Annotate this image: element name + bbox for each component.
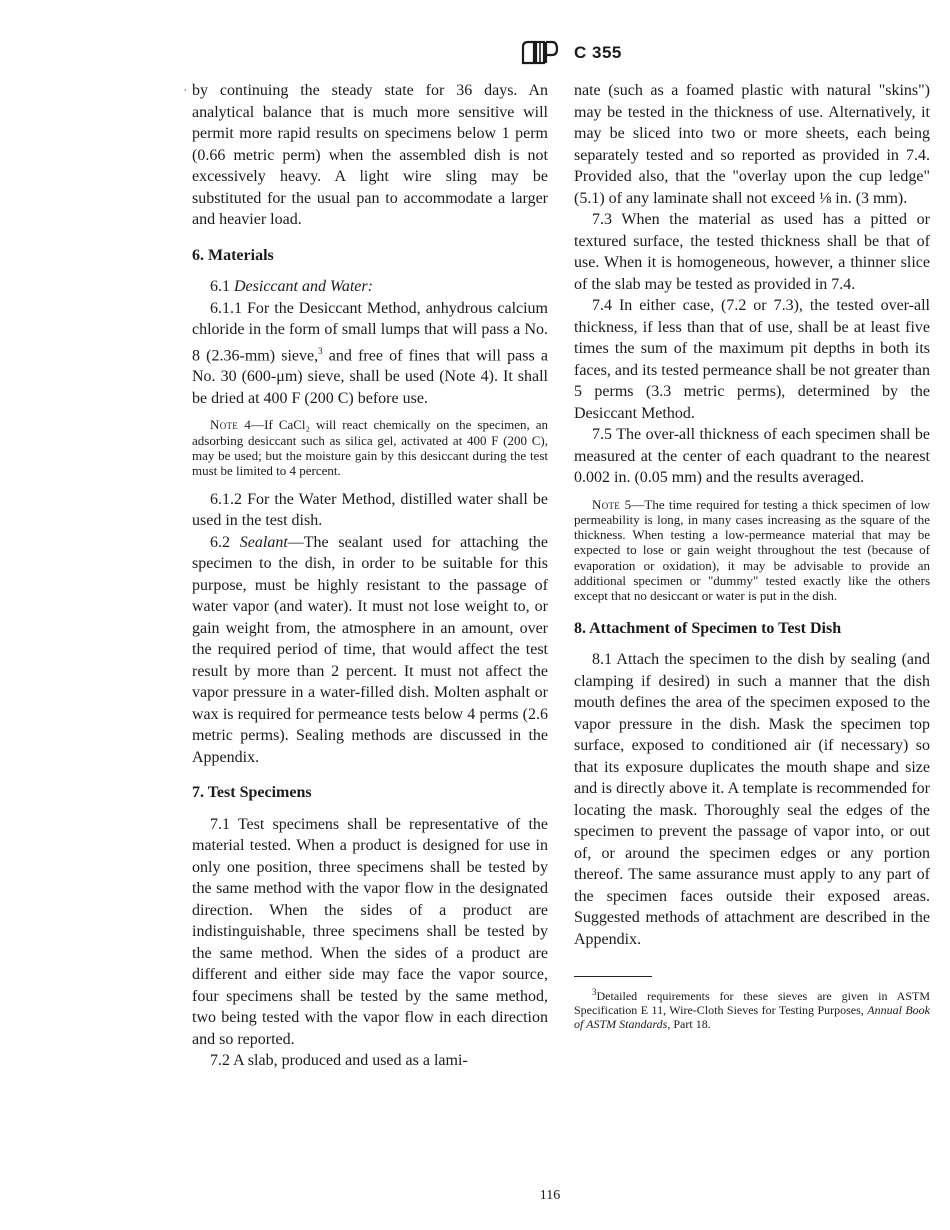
note-4: Note 4—If CaCl₂ will react chemically on the specimen, an adsorbing desiccant such as silica gel, activated at 400 F (200 C), may be used; but the moisture gain by this desiccant during the test must be limited to 4 percent. (192, 417, 548, 479)
page-number: 116 (539, 1188, 561, 1203)
paragraph-6-2: 6.2 Sealant—The sealant used for attaching the specimen to the dish, in order to be suitable for this purpose, must be highly resistant to the passage of water vapor (and water). It must not lose weight to, or gain weight from, the atmosphere in an amount, over the required period of time, that would affect the test result by more than 2 percent. It must not affect the vapor pressure in a water-filled dish. Molten asphalt or wax is required for permeance tests below 4 perms (2.6 metric perms). Sealing methods are discussed in the Appendix. (192, 533, 549, 766)
section-heading-attachment: 8. Attachment of Specimen to Test Dish (574, 619, 842, 637)
margin-mark: · (183, 84, 188, 99)
paragraph-8-1: 8.1 Attach the specimen to the dish by sealing (and clamping if desired) in such a manner that the dish mouth defines the area of the specimen exposed to the vapor pressure in the dish. Mask the specimen top surface, exposed to conditioned air (if necessary) so that its exposure duplicates the mouth shape and size and is directly above it. A template is recommended for locating the mask. Thoroughly seal the edges of the specimen to prevent the passage of vapor into, or out of, or around the specimen edges or any portion thereof. The same assurance must apply to any part of the specimen faces outside their exposed areas. Suggested methods of attachment are described in the Appendix. (574, 651, 930, 948)
paragraph-continued: by continuing the steady state for 36 days. An analytical balance that is much more sensitive will permit more rapid results on specimens below 1 perm (0.66 metric perm) when the assembled dish is not excessively heavy. A light wire sling may be substituted for the usual pan to accommodate a larger and heavier load. (192, 82, 548, 228)
subsection-title: Sealant (239, 533, 288, 551)
document-number: C 355 (574, 43, 622, 62)
subsection-title: Desiccant and Water: (234, 278, 373, 295)
paragraph-7-3: 7.3 When the material as used has a pitted or textured surface, the tested thickness shall be that of use. When it is homogeneous, however, a thinner slice of the slab may be tested as provided in 7.4. (574, 211, 930, 293)
footnote-ref: 3 (318, 345, 323, 356)
footnote-3: $^3$Detailed requirements for these sieves are given in ASTM Specification E 11, Wire-Cloth Sieves for Testing Purposes, Annual Book of ASTM Standards, Part 18. (574, 987, 930, 1032)
paragraph-7-1: 7.1 Test specimens shall be representative of the material tested. When a product is designed for use in only one position, three specimens shall be tested by the same method with the vapor flow in the designated direction. When the sides of a product are indistinguishable, three specimens shall be tested by the same method. When the sides of a product are different and either side may face the vapor source, four specimens shall be tested by the same method, two being tested with the vapor flow in each direction and so reported. (192, 815, 548, 1048)
paragraph-6-1: 6.1 Desiccant and Water: (210, 278, 373, 295)
section-heading-test-specimens: 7. Test Specimens (192, 784, 312, 802)
page-header (520, 38, 622, 68)
astm-logo-icon (520, 39, 560, 67)
paragraph-7-2-continued: nate (such as a foamed plastic with natural "skins") may be tested in the thickness of use. Alternatively, it may be sliced into two or more sheets, each being separately tested and so reported as provided in 7.4. Provided also, that the "overlay upon the cup ledge" (5.1) of any laminate shall not exceed ⅛ in. (3 mm). (574, 82, 930, 207)
note-5: Note 5—The time required for testing a thick specimen of low permeability is long, in many cases increasing as the square of the thickness. When testing a low-permeance material that may be expected to lose or gain weight throughout the test (because of evaporation or oxidation), it may be advisable to provide an additional specimen or "dummy" tested exactly like the others except that no desiccant or water is put in the dish. (574, 496, 930, 604)
right-column (574, 80, 930, 1031)
paragraph-7-4: 7.4 In either case, (7.2 or 7.3), the tested over-all thickness, if less than that of use, shall be at least five times the sum of the maximum pit depths in both its faces, and its tested permeance shall be not greater than 5 perms (3.3 metric perms), determined by the Desiccant Method. (574, 297, 930, 422)
paragraph-7-5: 7.5 The over-all thickness of each specimen shall be measured at the center of each quadrant to the nearest 0.002 in. (0.05 mm) and the results averaged. (574, 426, 930, 486)
section-heading-materials: 6. Materials (192, 246, 274, 264)
paragraph-6-1-2: 6.1.2 For the Water Method, distilled water shall be used in the test dish. (192, 490, 548, 530)
left-column (192, 80, 548, 1072)
paragraph-7-2-start: 7.2 A slab, produced and used as a lami- (210, 1052, 468, 1070)
paragraph-6-1-1: 6.1.1 For the Desiccant Method, anhydrous calcium chloride in the form of small lumps that will pass a No. 8 (2.36-mm) sieve,$^3$ and free of fines that will pass a No. 30 (600-μm) sieve, shall be used (Note 4). It shall be dried at 400 F (200 C) before use. (192, 299, 549, 407)
footnote-divider (574, 976, 652, 977)
